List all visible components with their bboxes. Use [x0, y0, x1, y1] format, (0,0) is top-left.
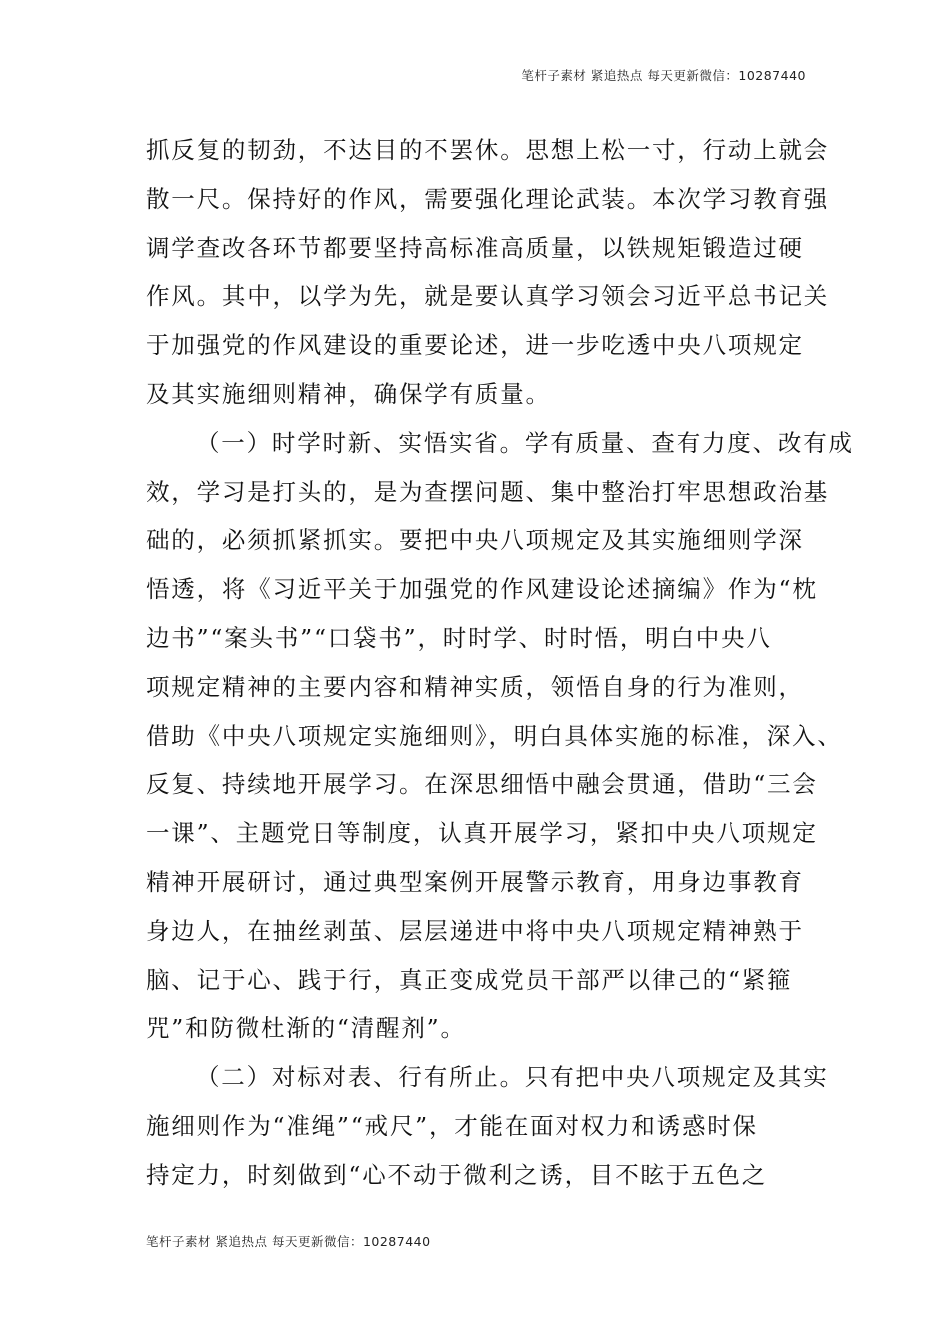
page-header-note: 笔杆子素材 紧追热点 每天更新微信：10287440	[521, 68, 806, 83]
section-one-heading-line: （一）时学时新、实悟实省。学有质量、查有力度、改有成	[196, 428, 854, 457]
body-line-19: 咒”和防微杜渐的“清醒剂”。	[146, 1014, 466, 1043]
body-line-22: 持定力，时刻做到“心不动于微利之诱，目不眩于五色之	[146, 1160, 768, 1189]
body-line-6: 及其实施细则精神，确保学有质量。	[146, 379, 551, 408]
body-line-9: 础的，必须抓紧抓实。要把中央八项规定及其实施细则学深	[146, 526, 804, 555]
body-line-14: 反复、持续地开展学习。在深思细悟中融会贯通，借助“三会	[146, 770, 818, 799]
body-line-17: 身边人，在抽丝剥茧、层层递进中将中央八项规定精神熟于	[146, 916, 804, 945]
body-line-5: 于加强党的作风建设的重要论述，进一步吃透中央八项规定	[146, 331, 804, 360]
document-body	[146, 126, 854, 1200]
body-line-4: 作风。其中，以学为先，就是要认真学习领会习近平总书记关	[146, 282, 830, 311]
body-line-16: 精神开展研讨，通过典型案例开展警示教育，用身边事教育	[146, 867, 804, 896]
body-line-12: 项规定精神的主要内容和精神实质，领悟自身的行为准则，	[146, 672, 804, 701]
body-line-10: 悟透，将《习近平关于加强党的作风建设论述摘编》作为“枕	[146, 575, 818, 604]
body-line-8: 效，学习是打头的，是为查摆问题、集中整治打牢思想政治基	[146, 477, 830, 506]
body-line-11: 边书”“案头书”“口袋书”，时时学、时时悟，明白中央八	[146, 623, 772, 652]
page-footer-note: 笔杆子素材 紧追热点 每天更新微信：10287440	[146, 1234, 431, 1249]
section-two-heading-line: （二）对标对表、行有所止。只有把中央八项规定及其实	[196, 1063, 829, 1092]
body-line-13: 借助《中央八项规定实施细则》，明白具体实施的标准，深入、	[146, 721, 843, 750]
body-line-2: 散一尺。保持好的作风，需要强化理论武装。本次学习教育强	[146, 184, 830, 213]
body-line-15: 一课”、主题党日等制度，认真开展学习，紧扣中央八项规定	[146, 819, 818, 848]
body-line-18: 脑、记于心、践于行，真正变成党员干部严以律己的“紧箍	[146, 965, 793, 994]
body-line-21: 施细则作为“准绳”“戒尺”，才能在面对权力和诱惑时保	[146, 1111, 758, 1140]
body-line-3: 调学查改各环节都要坚持高标准高质量，以铁规矩锻造过硬	[146, 233, 804, 262]
body-line-1: 抓反复的韧劲，不达目的不罢休。思想上松一寸，行动上就会	[146, 136, 830, 164]
